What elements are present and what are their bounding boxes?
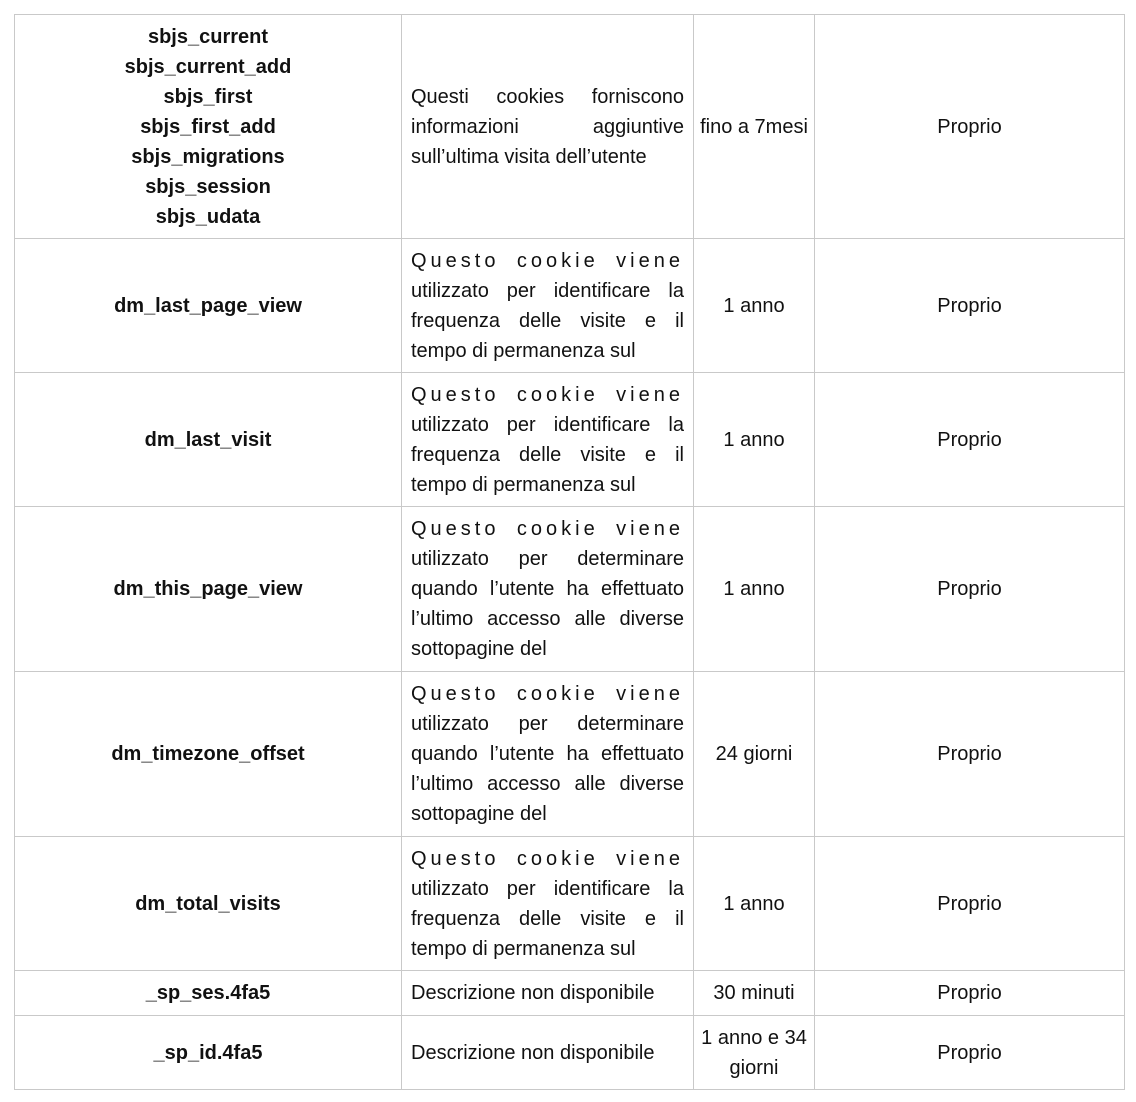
cookie-duration: 1 anno (694, 837, 815, 971)
cookie-name: sbjs_current_add (124, 55, 292, 78)
cookie-duration: 1 anno e 34 giorni (694, 1016, 815, 1090)
cookie-name: sbjs_session (145, 175, 271, 198)
cookie-name: sbjs_first (163, 85, 253, 108)
cookie-owner: Proprio (815, 15, 1125, 239)
cookie-name: dm_timezone_offset (111, 743, 305, 765)
cookie-name: sbjs_current (147, 25, 269, 48)
cookie-owner: Proprio (815, 837, 1125, 971)
cookie-name-cell (15, 373, 402, 507)
cookie-description: Questi cookies forniscono informazioni aggiuntive sull’ultima visita dell’utente (411, 85, 684, 168)
cookie-name: dm_last_page_view (114, 294, 302, 317)
cookie-name: sbjs_first_add (140, 115, 276, 138)
cookie-description: Questo cookie viene utilizzato per identificare la frequenza delle visite e il tempo di permanenza sul (411, 250, 684, 362)
cookie-duration: 30 minuti (694, 971, 815, 1016)
cookie-description: Descrizione non disponibile (411, 982, 655, 1004)
table-row (15, 373, 1125, 507)
cookie-duration: 1 anno (694, 507, 815, 672)
cookie-name: sbjs_udata (155, 205, 261, 228)
cookie-name: dm_total_visits (135, 892, 281, 915)
cookie-name-cell (15, 672, 402, 837)
table-row (15, 837, 1125, 971)
cookie-duration: 24 giorni (694, 672, 815, 837)
table-row (15, 507, 1125, 672)
cookie-table (14, 14, 1125, 1090)
cookie-owner: Proprio (815, 507, 1125, 672)
cookie-owner: Proprio (815, 971, 1125, 1016)
cookie-description: Questo cookie viene utilizzato per identificare la frequenza delle visite e il tempo di permanenza sul (411, 384, 684, 496)
cookie-owner: Proprio (815, 373, 1125, 507)
cookie-description-cell (402, 1016, 694, 1090)
cookie-owner: Proprio (815, 1016, 1125, 1090)
cookie-duration: 1 anno (694, 373, 815, 507)
cookie-owner: Proprio (815, 239, 1125, 373)
cookie-description: Questo cookie viene utilizzato per determinare quando l’utente ha effettuato l’ultimo accesso alle diverse sottopagine del (411, 683, 684, 825)
cookie-name: _sp_id.4fa5 (153, 1041, 263, 1064)
cookie-description-cell (402, 15, 694, 239)
cookie-name: dm_this_page_view (113, 578, 303, 600)
cookie-description-cell (402, 373, 694, 507)
table-row (15, 15, 1125, 239)
cookie-duration: fino a 7mesi (694, 15, 815, 239)
cookie-description-cell (402, 672, 694, 837)
cookie-name-cell (15, 837, 402, 971)
cookie-name: _sp_ses.4fa5 (145, 982, 271, 1004)
cookie-name-cell (15, 15, 402, 239)
cookie-description: Questo cookie viene utilizzato per determinare quando l’utente ha effettuato l’ultimo accesso alle diverse sottopagine del (411, 518, 684, 660)
cookie-duration: 1 anno (694, 239, 815, 373)
cookie-name: sbjs_migrations (131, 145, 285, 168)
cookie-name-cell (15, 1016, 402, 1090)
cookie-name-cell (15, 971, 402, 1016)
cookie-description-cell (402, 507, 694, 672)
cookie-owner: Proprio (815, 672, 1125, 837)
table-row (15, 239, 1125, 373)
cookie-name-cell (15, 507, 402, 672)
cookie-description-cell (402, 971, 694, 1016)
table-row (15, 971, 1125, 1016)
cookie-description: Descrizione non disponibile (411, 1041, 655, 1064)
cookie-description-cell (402, 837, 694, 971)
cookie-description-cell (402, 239, 694, 373)
table-row (15, 672, 1125, 837)
cookie-name: dm_last_visit (144, 428, 272, 451)
table-row (15, 1016, 1125, 1090)
cookie-name-cell (15, 239, 402, 373)
cookie-description: Questo cookie viene utilizzato per identificare la frequenza delle visite e il tempo di permanenza sul (411, 848, 684, 960)
